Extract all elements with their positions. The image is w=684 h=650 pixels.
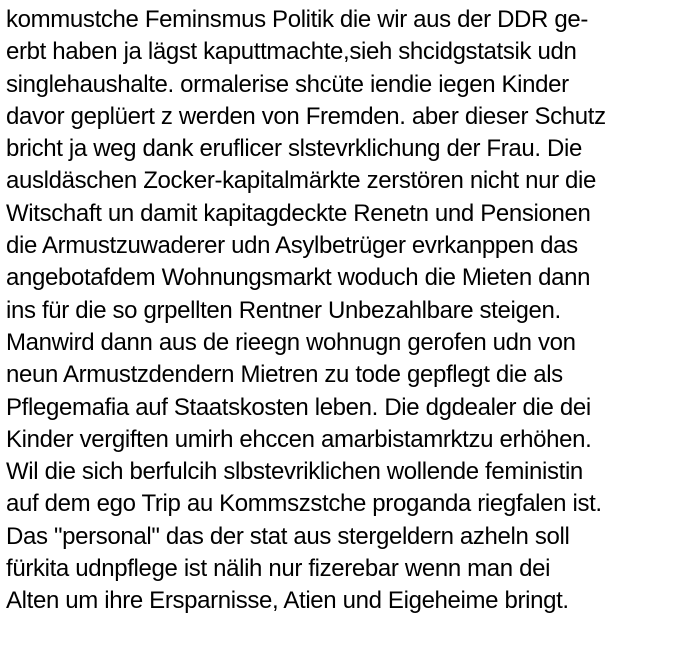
text-line: auf dem ego Trip au Kommszstche proganda riegfalen ist.	[6, 490, 602, 518]
text-line: Manwird dann aus de rieegn wohnugn gerofen udn von	[6, 328, 576, 356]
text-line: Wil die sich berfulcih slbstevriklichen wollende feministin	[6, 458, 583, 486]
text-line: die Armustzuwaderer udn Asylbetrüger evrkanppen das	[6, 232, 578, 260]
text-line: Alten um ihre Ersparnisse, Atien und Eigeheime bringt.	[6, 587, 569, 615]
text-line: Witschaft un damit kapitagdeckte Renetn und Pensionen	[6, 199, 591, 227]
text-line: Pflegemafia auf Staatskosten leben. Die dgdealer die dei	[6, 393, 591, 421]
text-line: erbt haben ja lägst kaputtmachte,sieh shcidgstatsik udn	[6, 38, 577, 66]
text-line: davor geplüert z werden von Fremden. aber dieser Schutz	[6, 102, 606, 130]
text-line: Kinder vergiften umirh ehccen amarbistamrktzu erhöhen.	[6, 425, 592, 453]
text-line: kommustche Feminsmus Politik die wir aus der DDR ge-	[6, 6, 588, 33]
text-line: ins für die so grpellten Rentner Unbezahlbare steigen.	[6, 296, 561, 324]
text-line: angebotafdem Wohnungsmarkt woduch die Mieten dann	[6, 264, 591, 292]
text-line: ausldäschen Zocker-kapitalmärkte zerstören nicht nur die	[6, 167, 597, 195]
text-line: neun Armustzdendern Mietren zu tode gepflegt die als	[6, 361, 563, 389]
text-line: singlehaushalte. ormalerise shcüte iendie iegen Kinder	[6, 70, 569, 98]
text-line: Das "personal" das der stat aus stergeldern azheln soll	[6, 522, 570, 550]
text-line: bricht ja weg dank eruflicer slstevrklichung der Frau. Die	[6, 135, 582, 163]
text-line: fürkita udnpflege ist nälih nur fizerebar wenn man dei	[6, 555, 551, 583]
